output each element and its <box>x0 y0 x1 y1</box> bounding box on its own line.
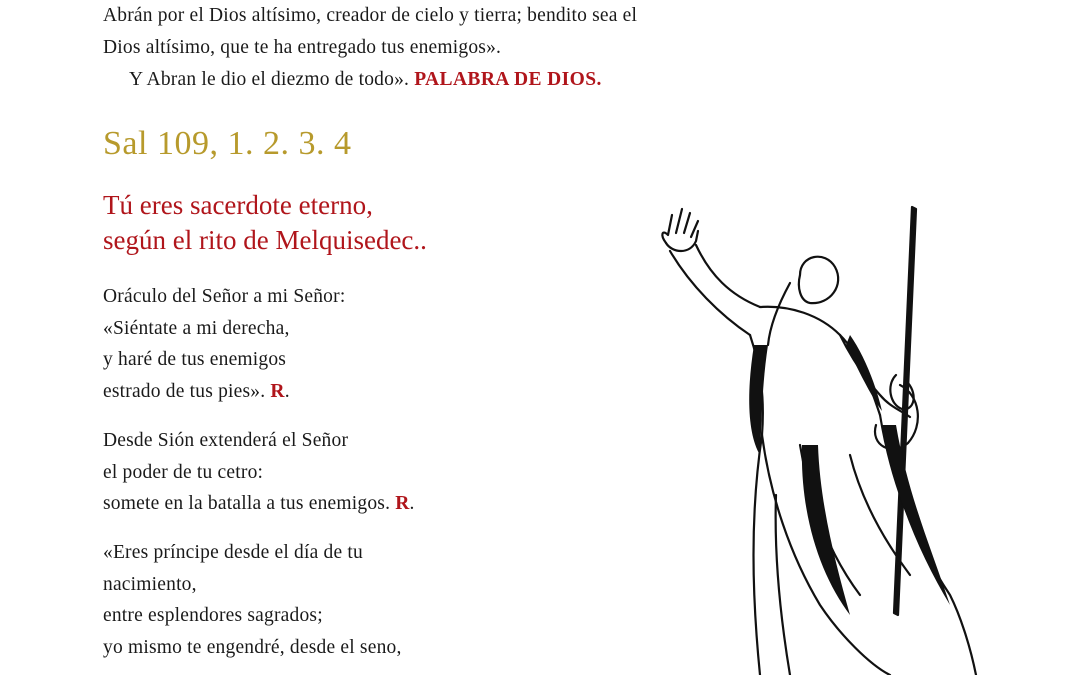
reading-line: Dios altísimo, que te ha entregado tus enemigos». <box>103 37 502 58</box>
refrain-mark: R <box>270 380 285 402</box>
reading-line-text: Y Abran le dio el diezmo de todo». <box>129 69 410 90</box>
stanza-line: yo mismo te engendré, desde el seno, <box>103 636 402 658</box>
refrain-mark: R <box>395 493 410 514</box>
psalm-stanza <box>103 281 345 407</box>
response-line: según el rito de Melquisedec.. <box>103 225 427 255</box>
stanza-line: nacimiento, <box>103 573 197 595</box>
psalm-stanza <box>103 425 415 520</box>
reading-line: Abrán por el Dios altísimo, creador de cielo y tierra; bendito sea el <box>103 5 638 26</box>
stanza-line: Oráculo del Señor a mi Señor: <box>103 286 346 307</box>
priest-with-staff-icon <box>650 195 980 675</box>
psalm-response <box>103 188 427 258</box>
stanza-line <box>103 488 415 520</box>
stanza-line: Desde Sión extenderá el Señor <box>103 430 349 451</box>
stanza-line: el poder de tu cetro: <box>103 461 264 483</box>
stanza-line-text: estrado de tus pies». <box>103 380 266 402</box>
stanza-line-text: somete en la batalla a tus enemigos. <box>103 493 391 514</box>
stanza-line: «Siéntate a mi derecha, <box>103 317 290 339</box>
refrain-punct: . <box>284 380 290 402</box>
reading-line <box>103 64 637 96</box>
stanza-line: y haré de tus enemigos <box>103 349 287 370</box>
stanza-line <box>103 376 345 408</box>
psalm-stanza <box>103 537 402 663</box>
refrain-punct: . <box>409 493 415 514</box>
stanza-line: entre esplendores sagrados; <box>103 605 323 626</box>
psalm-reference: Sal 109, 1. 2. 3. 4 <box>103 125 352 162</box>
response-line: Tú eres sacerdote eterno, <box>103 190 373 220</box>
stanza-line: «Eres príncipe desde el día de tu <box>103 542 364 563</box>
reading-ending <box>103 0 637 96</box>
word-of-god-label: PALABRA DE DIOS. <box>414 69 602 90</box>
